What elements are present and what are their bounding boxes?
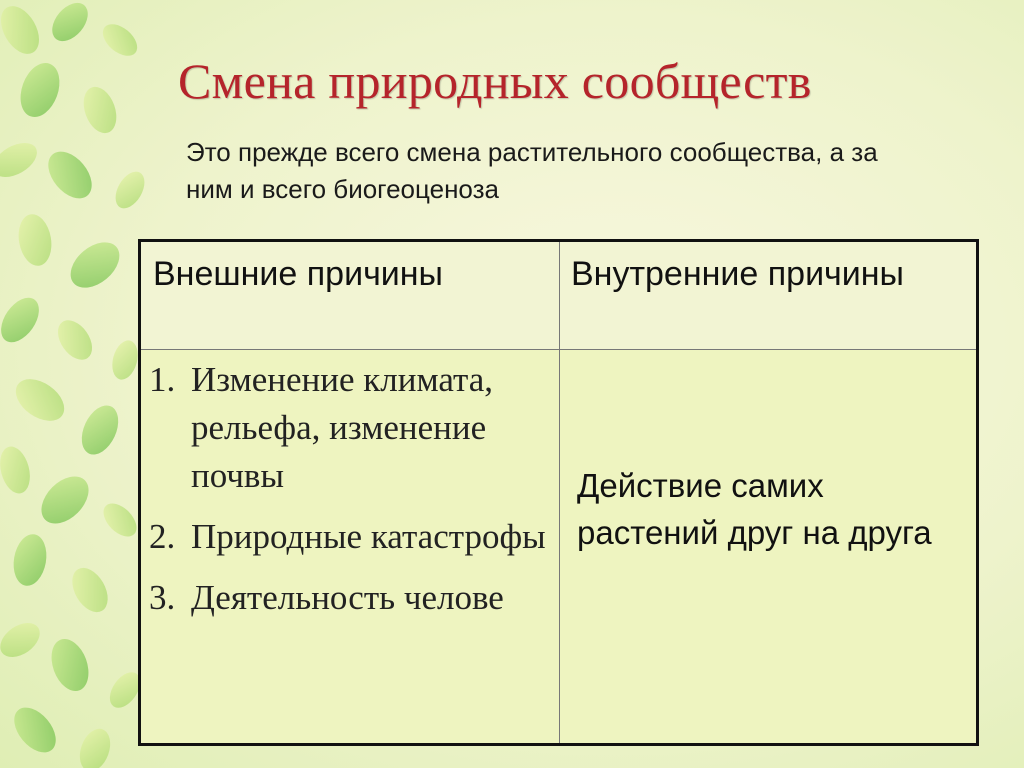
- list-number: 2.: [149, 517, 176, 556]
- causes-table: [138, 239, 979, 746]
- list-item: [149, 513, 554, 561]
- list-number: 1.: [149, 360, 176, 399]
- external-causes-list: [149, 356, 554, 635]
- slide-title: Смена природных сообществ: [178, 53, 812, 109]
- internal-causes-text: Действие самих растений друг на друга: [577, 467, 932, 551]
- list-item-text: Деятельность челове: [191, 578, 504, 617]
- list-item-text: Изменение климата, рельефа, изменение почвы: [191, 360, 494, 495]
- list-number: 3.: [149, 578, 176, 617]
- list-item-text: Природные катастрофы: [191, 517, 546, 556]
- header-internal-causes: Внутренние причины: [571, 255, 904, 293]
- slide-subtitle: Это прежде всего смена растительного сообщества, а за ним и всего биогеоценоза: [186, 137, 878, 204]
- header-external-causes: Внешние причины: [153, 255, 443, 293]
- column-divider: [559, 242, 560, 743]
- list-item: [149, 574, 554, 622]
- list-item: [149, 356, 554, 500]
